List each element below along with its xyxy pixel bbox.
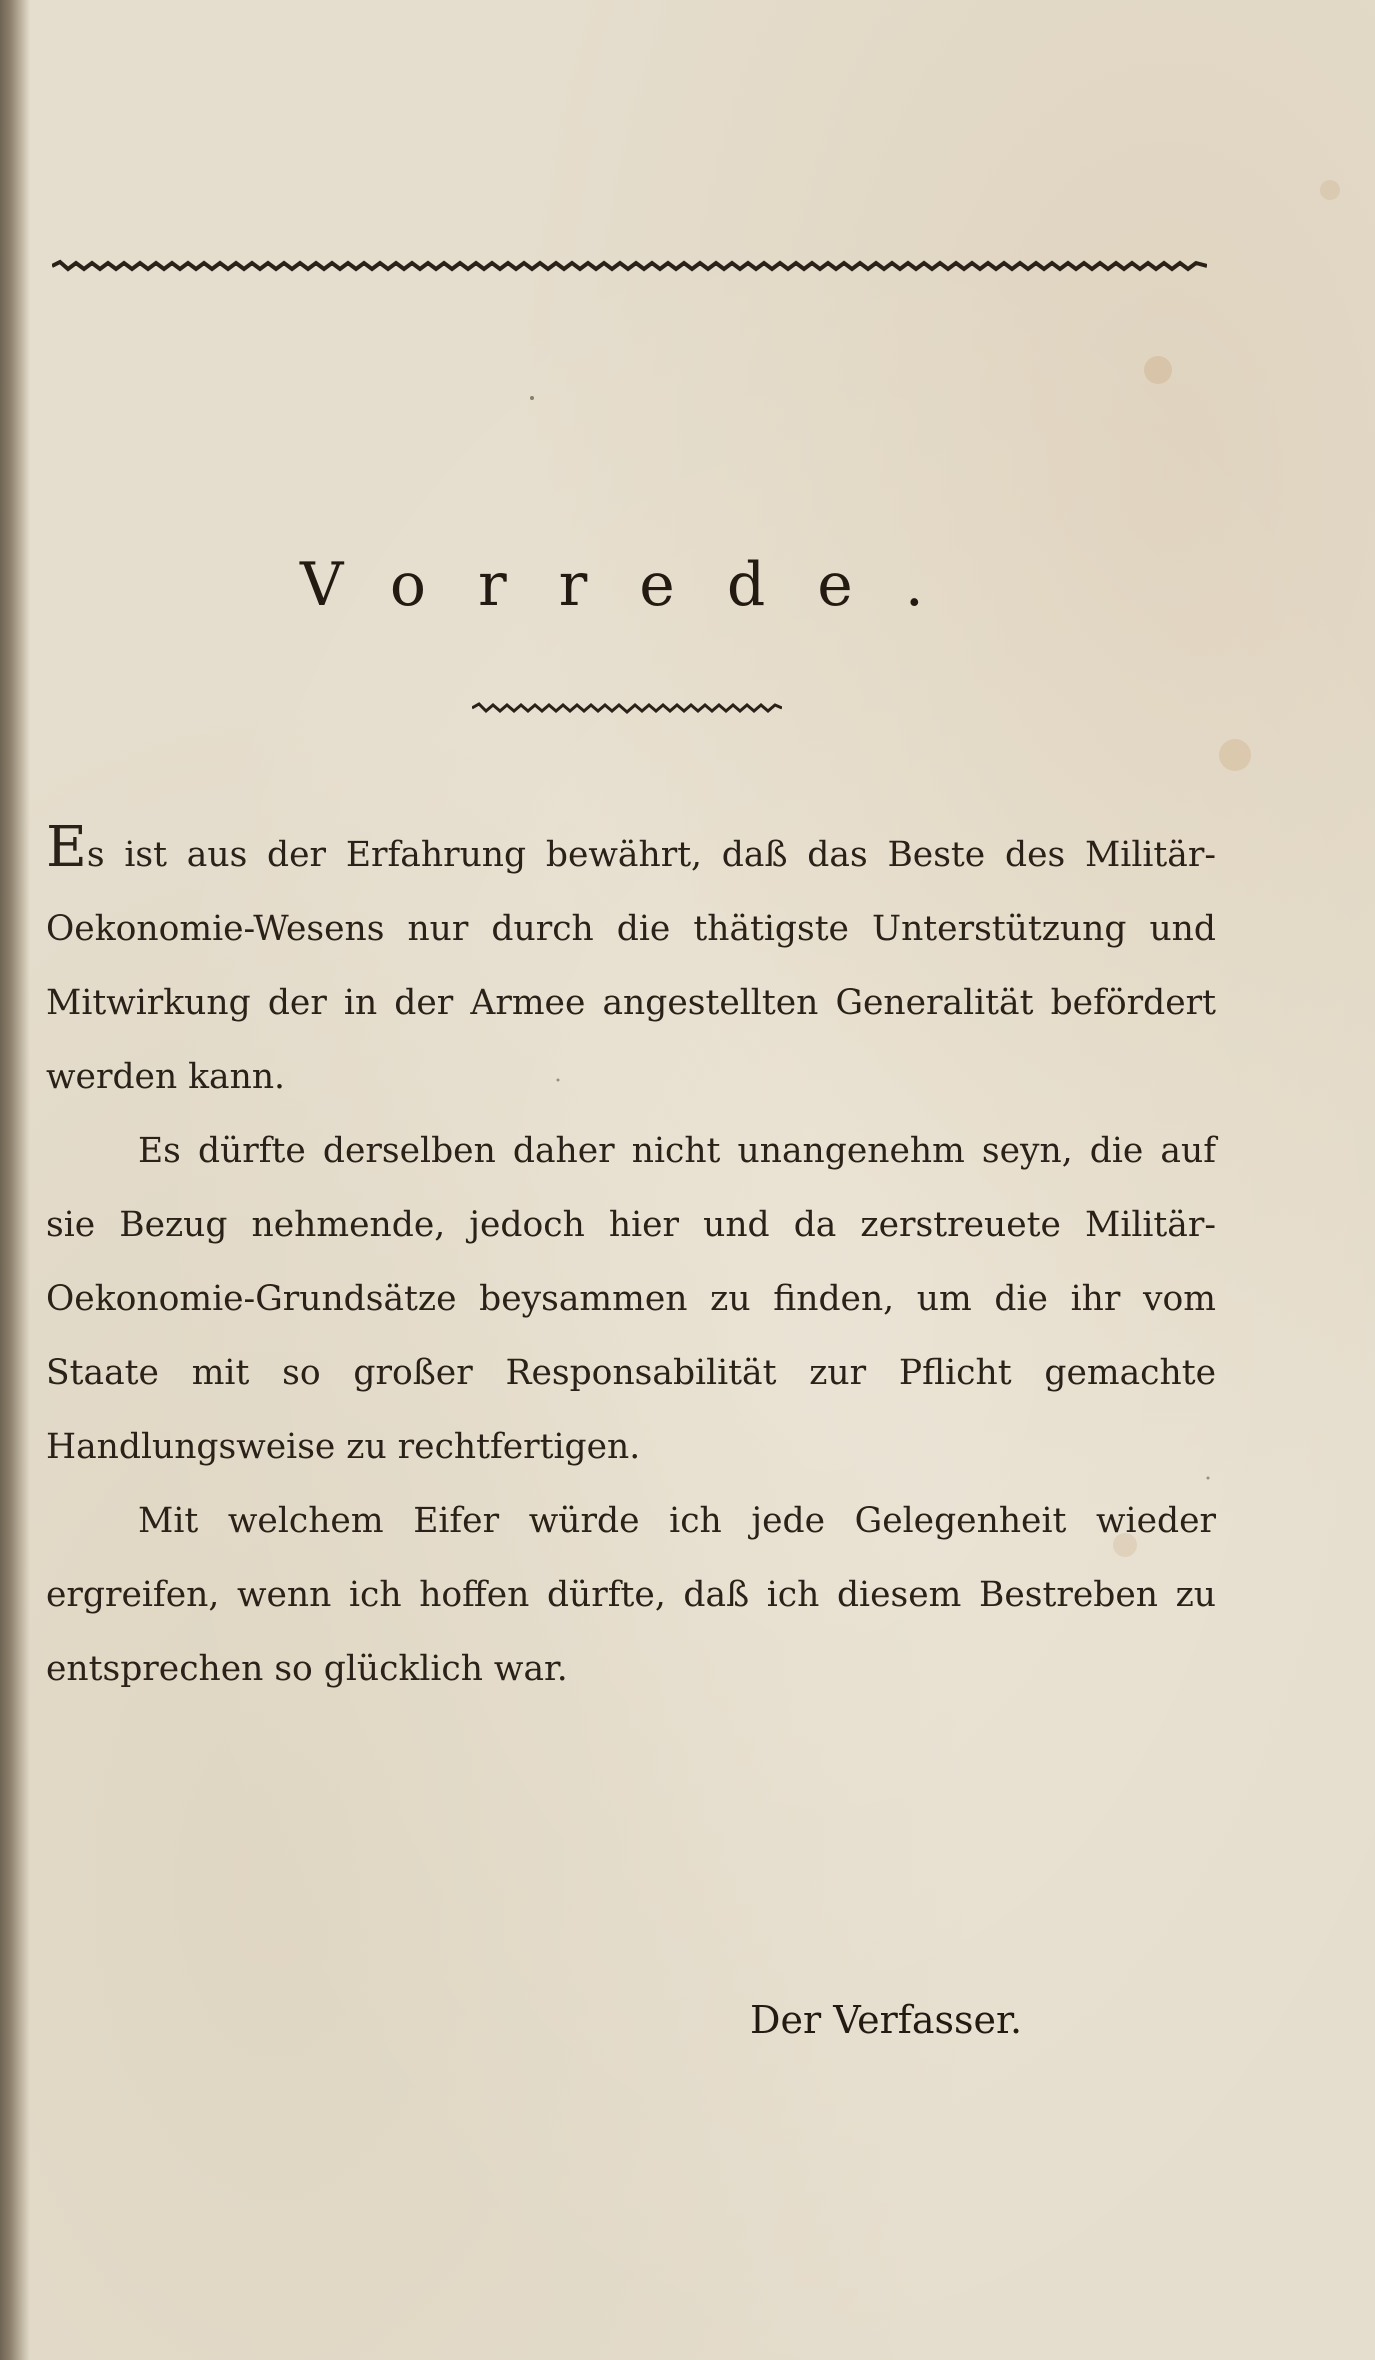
title-ornamental-rule (472, 701, 782, 715)
author-signature: Der Verfasser. (750, 1998, 1023, 2042)
initial-letter: E (46, 815, 87, 880)
paragraph-3: Mit welchem Eifer würde ich jede Gelegenheit wieder ergreifen, wenn ich hoffen dürfte, daß ich diesem Bestreben zu entsprechen so glücklich war. (46, 1501, 1216, 1689)
paragraph-2: Es dürfte derselben daher nicht unangenehm seyn, die auf sie Bezug nehmende, jedoch hier und da zerstreuete Militär-Oekonomie-Grundsätze beysammen zu finden, um die ihr vom Staate mit so großer Responsabilität zur Pflicht gemachte Handlungsweise zu rechtfertigen. (46, 1131, 1216, 1467)
page-title: Vorrede. (300, 550, 976, 620)
book-spine-shadow (0, 0, 30, 2360)
top-ornamental-rule (52, 258, 1207, 274)
preface-body (46, 815, 1216, 1706)
paragraph-1: Es ist aus der Erfahrung bewährt, daß das Beste des Militär-Oekonomie-Wesens nur durch die thätigste Unterstützung und Mitwirkung der in der Armee angestellten Generalität befördert werden kann. (46, 815, 1216, 1097)
